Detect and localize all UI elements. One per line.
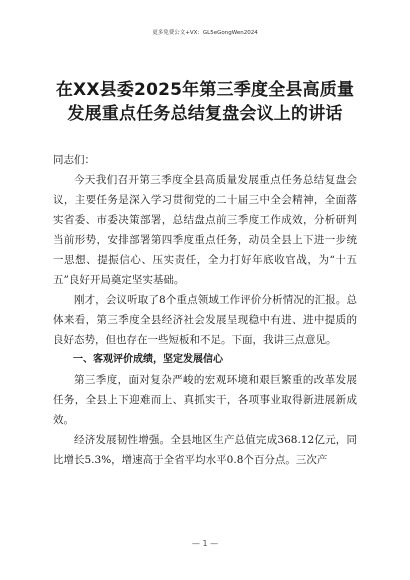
section-heading-1: 一、客观评价成绩，坚定发展信心	[73, 354, 223, 365]
title-line-2: 发展重点任务总结复盘会议上的讲话	[67, 104, 343, 124]
paragraph-opening: 今天我们召开第三季度全县高质量发展重点任务总结复盘会议，主要任务是深入学习贯彻党的二十届三中全会精神，全面落实省委、市委决策部署，总结盘点前三季度工作成效，分析研判当前形势，安排部署第四季度重点任务，动员全县上下进一步统一思想、提振信心、压实责任，全力打好年底收官战，为“十五五”良好开局奠定坚实基础。	[53, 174, 357, 286]
document-body	[53, 150, 357, 470]
document-title	[30, 78, 380, 126]
salutation: 同志们：	[53, 154, 95, 166]
watermark-text: 更多免费公文+VX：GL5eGongWen2024	[152, 30, 258, 36]
paragraph-overview: 刚才，会议听取了8个重点领域工作评价分析情况的汇报。总体来看，第三季度全县经济社会发展呈现稳中有进、进中提质的良好态势，但也存在一些短板和不足。下面，我讲三点意见。	[53, 294, 357, 346]
page-number: — 1 —	[191, 539, 219, 548]
title-line-1: 在XX县委2025年第三季度全县高质量	[55, 80, 355, 100]
paragraph-economy: 经济发展韧性增强。全县地区生产总值完成368.12亿元，同比增长5.3%，增速高于全省平均水平0.8个百分点。三次产	[53, 434, 357, 466]
paragraph-section1-intro: 第三季度，面对复杂严峻的宏观环境和艰巨繁重的改革发展任务，全县上下迎难而上、真抓实干，各项事业取得新进展新成效。	[53, 374, 357, 426]
